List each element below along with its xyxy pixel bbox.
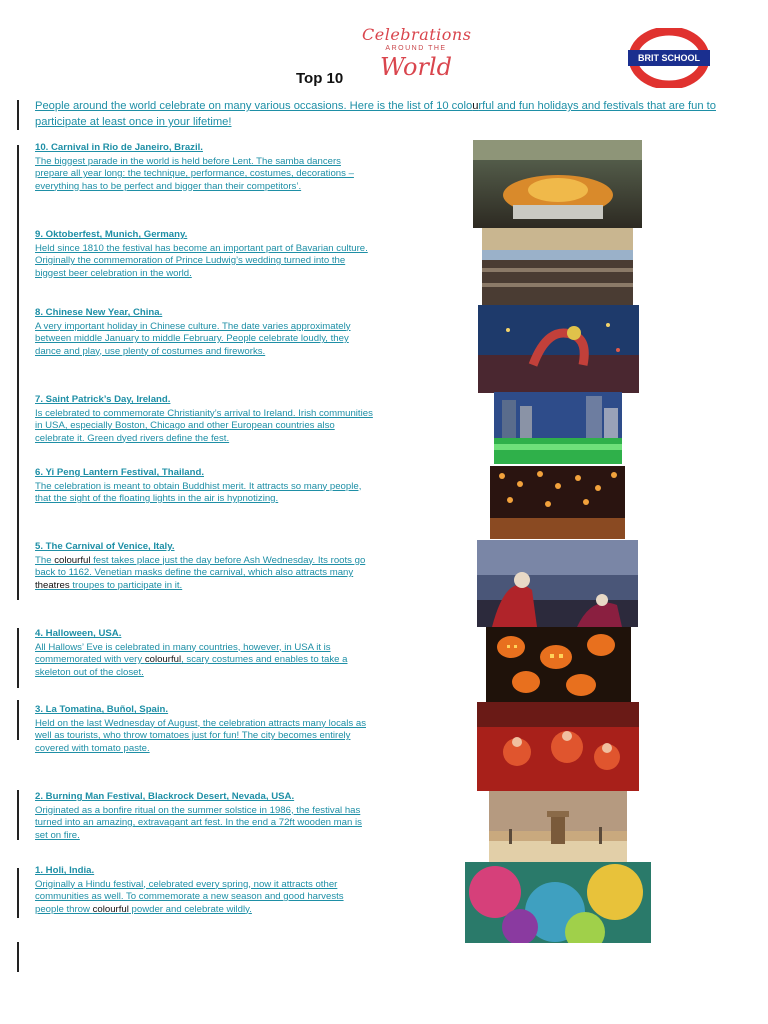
list-item	[35, 142, 375, 193]
brit-label: BRIT SCHOOL	[638, 53, 700, 63]
intro-text-2: u	[472, 100, 479, 112]
halloween-photo	[486, 627, 631, 702]
oktoberfest-photo	[482, 228, 633, 305]
holi-photo	[465, 862, 651, 943]
entry-text[interactable]: The celebration is meant to obtain Buddhist merit. It attracts so many people, that the sight of the floating lights in the air is hypnotizing.	[35, 480, 362, 504]
entry-heading[interactable]: 9. Oktoberfest, Munich, Germany.	[35, 229, 188, 240]
entry-heading[interactable]: 10. Carnival in Rio de Janeiro, Brazil.	[35, 142, 203, 153]
entry-heading[interactable]: 1. Holi, India.	[35, 865, 95, 876]
entry-heading[interactable]: 8. Chinese New Year, China.	[35, 307, 163, 318]
rio-carnival-photo	[473, 140, 642, 228]
intro-text-3: rful and fun holidays and festivals that are fun to participate at least once in your lifetime!	[35, 100, 716, 128]
chinese-new-year-photo	[478, 305, 639, 393]
list-item	[35, 704, 375, 755]
margin-line	[17, 942, 19, 972]
entry-text[interactable]: All Hallows’ Eve is celebrated in many countries, however, in USA it is commemorated with very colourful, scary costumes and enables to take a skeleton out of the closet.	[35, 641, 348, 678]
venice-carnival-photo	[477, 540, 638, 627]
margin-line	[17, 145, 19, 600]
saint-patricks-photo	[494, 392, 622, 464]
list-item	[35, 541, 375, 592]
page-title: Top 10	[296, 70, 344, 87]
entry-text[interactable]: Is celebrated to commemorate Christianity’s arrival to Ireland. Irish communities in USA, especially Boston, Chicago and other European countries also celebrate it. Green dyed rivers define the fest.	[35, 407, 373, 444]
entry-heading[interactable]: 6. Yi Peng Lantern Festival, Thailand.	[35, 467, 205, 478]
lantern-festival-photo	[490, 466, 625, 539]
entry-text[interactable]: Originated as a bonfire ritual on the summer solstice in 1986, the festival has turned into an amazing, extravagant art fest. In the end a 72ft wooden man is set on fire.	[35, 804, 362, 841]
margin-line	[17, 790, 19, 840]
intro-text-1: People around the world celebrate on many various occasions. Here is the list of 10 colo	[35, 100, 473, 112]
list-item	[35, 628, 375, 679]
entry-text[interactable]: The biggest parade in the world is held before Lent. The samba dancers prepare all year long: the technique, performance, costumes, decorations – everything has to be perfect and bigger than their competitors’.	[35, 155, 354, 192]
logo-line2: AROUND THE	[385, 45, 447, 52]
list-item	[35, 791, 375, 842]
logo-line1: Celebrations	[362, 25, 472, 44]
intro-paragraph	[35, 98, 735, 130]
entry-heading[interactable]: 4. Halloween, USA.	[35, 628, 122, 639]
entry-heading[interactable]: 7. Saint Patrick’s Day, Ireland.	[35, 394, 171, 405]
entry-heading[interactable]: 3. La Tomatina, Buñol, Spain.	[35, 704, 169, 715]
margin-line	[17, 628, 19, 688]
margin-line	[17, 700, 19, 740]
entry-text[interactable]: Originally a Hindu festival, celebrated every spring, now it attracts other communities as well. To commemorate a new season and good harvests people throw colourful powder and celebrate wildly.	[35, 878, 344, 915]
entry-text[interactable]: Held since 1810 the festival has become an important part of Bavarian culture. Originally the commemoration of Prince Ludwig’s wedding turned into the biggest beer celebration in the world.	[35, 242, 368, 279]
entry-heading[interactable]: 5. The Carnival of Venice, Italy.	[35, 541, 175, 552]
logo-line3: World	[380, 53, 452, 81]
entry-text[interactable]: The colourful fest takes place just the day before Ash Wednesday. Its roots go back to 1162. Venetian masks define the carnival, which also attracts many theatres troupes to participate in it.	[35, 554, 366, 591]
tomatina-photo	[477, 702, 639, 791]
burning-man-photo	[489, 791, 627, 862]
celebrations-logo	[362, 26, 470, 86]
list-item	[35, 229, 375, 280]
list-item	[35, 394, 375, 445]
list-item	[35, 865, 375, 916]
brit-school-logo	[626, 28, 712, 88]
entry-text[interactable]: Held on the last Wednesday of August, the celebration attracts many locals as well as tourists, who throw tomatoes just for fun! The city becomes entirely covered with tomato paste.	[35, 717, 366, 754]
list-item	[35, 307, 375, 358]
entry-heading[interactable]: 2. Burning Man Festival, Blackrock Desert, Nevada, USA.	[35, 791, 295, 802]
margin-line	[17, 100, 19, 130]
list-item	[35, 467, 375, 506]
margin-line	[17, 868, 19, 918]
entry-text[interactable]: A very important holiday in Chinese culture. The date varies approximately between middle January to middle February. People celebrate loudly, they dance and play, use plenty of costumes and fireworks.	[35, 320, 351, 357]
